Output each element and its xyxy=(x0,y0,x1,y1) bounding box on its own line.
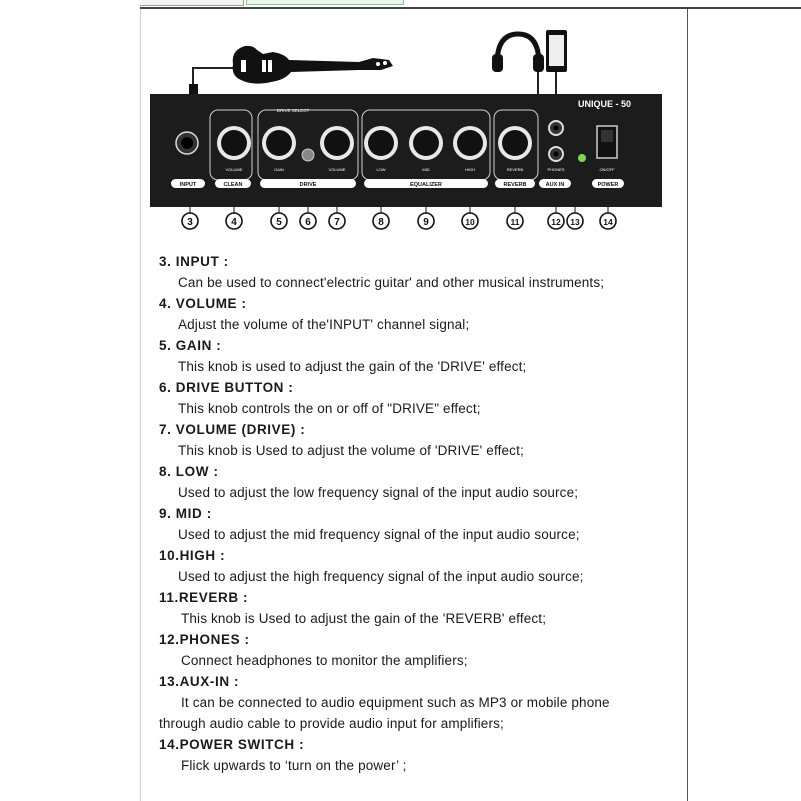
item-title: 12.PHONES : xyxy=(159,632,250,647)
callout-13: 13 xyxy=(570,217,580,227)
callout-6: 6 xyxy=(305,217,311,228)
section-label-reverb: REVERB xyxy=(503,182,527,188)
section-label-aux-in: AUX IN xyxy=(545,182,565,188)
item-title: 5. GAIN : xyxy=(159,338,222,353)
knob-reverb[interactable] xyxy=(498,126,532,160)
toolbar-tab-active[interactable] xyxy=(246,0,404,5)
item-description: Used to adjust the mid frequency signal of the input audio source; xyxy=(178,527,580,542)
callout-9: 9 xyxy=(423,217,429,228)
mobile-phone-icon xyxy=(546,30,567,72)
item-description: Adjust the volume of the'INPUT' channel signal; xyxy=(178,317,470,332)
item-description-continued: through audio cable to provide audio input for amplifiers; xyxy=(159,716,504,731)
callout-5: 5 xyxy=(276,217,282,228)
headphones-icon xyxy=(492,34,544,72)
list-item xyxy=(159,671,679,734)
knob-drive-volume[interactable] xyxy=(320,126,354,160)
item-title: 4. VOLUME : xyxy=(159,296,247,311)
item-title: 14.POWER SWITCH : xyxy=(159,737,305,752)
list-item xyxy=(159,461,679,503)
knob-label: MID xyxy=(422,167,430,172)
item-title: 3. INPUT : xyxy=(159,254,229,269)
item-title: 6. DRIVE BUTTON : xyxy=(159,380,294,395)
list-item xyxy=(159,377,679,419)
item-title: 11.REVERB : xyxy=(159,590,249,605)
section-label-equalizer: EQUALIZER xyxy=(410,182,442,188)
viewer-toolbar xyxy=(0,0,801,9)
knob-label: VOLUME xyxy=(225,167,243,172)
callout-10: 10 xyxy=(465,217,475,227)
section-label-power: POWER xyxy=(597,182,619,188)
item-description: Can be used to connect'electric guitar' and other musical instruments; xyxy=(178,275,605,290)
knob-gain[interactable] xyxy=(262,126,296,160)
list-item xyxy=(159,251,679,293)
list-item xyxy=(159,545,679,587)
drive-button[interactable] xyxy=(302,149,314,161)
callout-4: 4 xyxy=(231,217,237,228)
item-title: 10.HIGH : xyxy=(159,548,226,563)
list-item xyxy=(159,734,679,776)
callout-11: 11 xyxy=(510,217,520,227)
amplifier-panel-diagram xyxy=(145,20,675,240)
model-label: UNIQUE - 50 xyxy=(578,99,632,109)
item-description: It can be connected to audio equipment such as MP3 or mobile phone xyxy=(181,695,610,710)
item-title: 8. LOW : xyxy=(159,464,219,479)
section-label-input: INPUT xyxy=(179,182,197,188)
callout-7: 7 xyxy=(334,217,340,228)
knob-label: ON/OFF xyxy=(599,167,615,172)
callout-3: 3 xyxy=(187,217,193,228)
knob-high[interactable] xyxy=(453,126,487,160)
page-left-edge xyxy=(140,9,141,801)
toolbar-tab[interactable] xyxy=(140,0,244,6)
callout-8: 8 xyxy=(378,217,384,228)
list-item xyxy=(159,335,679,377)
list-item xyxy=(159,587,679,629)
power-switch[interactable] xyxy=(597,126,617,158)
item-description: This knob controls the on or off of "DRIVE" effect; xyxy=(178,401,481,416)
controls-description-list xyxy=(159,251,679,776)
callout-12: 12 xyxy=(551,217,561,227)
drive-select-label: DRIVE SELECT xyxy=(276,108,310,113)
knob-label: LOW xyxy=(376,167,386,172)
item-description: Flick upwards to ‘turn on the power’ ; xyxy=(181,758,407,773)
list-item xyxy=(159,419,679,461)
knob-low[interactable] xyxy=(364,126,398,160)
item-title: 7. VOLUME (DRIVE) : xyxy=(159,422,306,437)
page-right-edge xyxy=(687,9,688,801)
callout-14: 14 xyxy=(603,217,613,227)
item-description: Used to adjust the high frequency signal of the input audio source; xyxy=(178,569,584,584)
item-description: This knob is Used to adjust the gain of the 'REVERB' effect; xyxy=(181,611,547,626)
electric-guitar-icon xyxy=(233,46,393,84)
item-description: This knob is Used to adjust the volume of 'DRIVE' effect; xyxy=(178,443,524,458)
knob-label: REVERB xyxy=(506,167,524,172)
item-description: Used to adjust the low frequency signal of the input audio source; xyxy=(178,485,579,500)
list-item xyxy=(159,503,679,545)
knob-label: VOLUME xyxy=(328,167,346,172)
knob-label: HIGH xyxy=(465,167,475,172)
list-item xyxy=(159,629,679,671)
section-label-clean: CLEAN xyxy=(223,182,243,188)
knob-volume[interactable] xyxy=(217,126,251,160)
knob-label: GAIN xyxy=(274,167,284,172)
toolbar-divider xyxy=(140,7,801,9)
knob-label: PHONES xyxy=(547,167,565,172)
item-title: 9. MID : xyxy=(159,506,212,521)
section-label-drive: DRIVE xyxy=(299,182,317,188)
power-led xyxy=(578,154,586,162)
item-description: Connect headphones to monitor the amplifiers; xyxy=(181,653,468,668)
list-item xyxy=(159,293,679,335)
item-title: 13.AUX-IN : xyxy=(159,674,240,689)
item-description: This knob is used to adjust the gain of the 'DRIVE' effect; xyxy=(178,359,527,374)
knob-mid[interactable] xyxy=(409,126,443,160)
